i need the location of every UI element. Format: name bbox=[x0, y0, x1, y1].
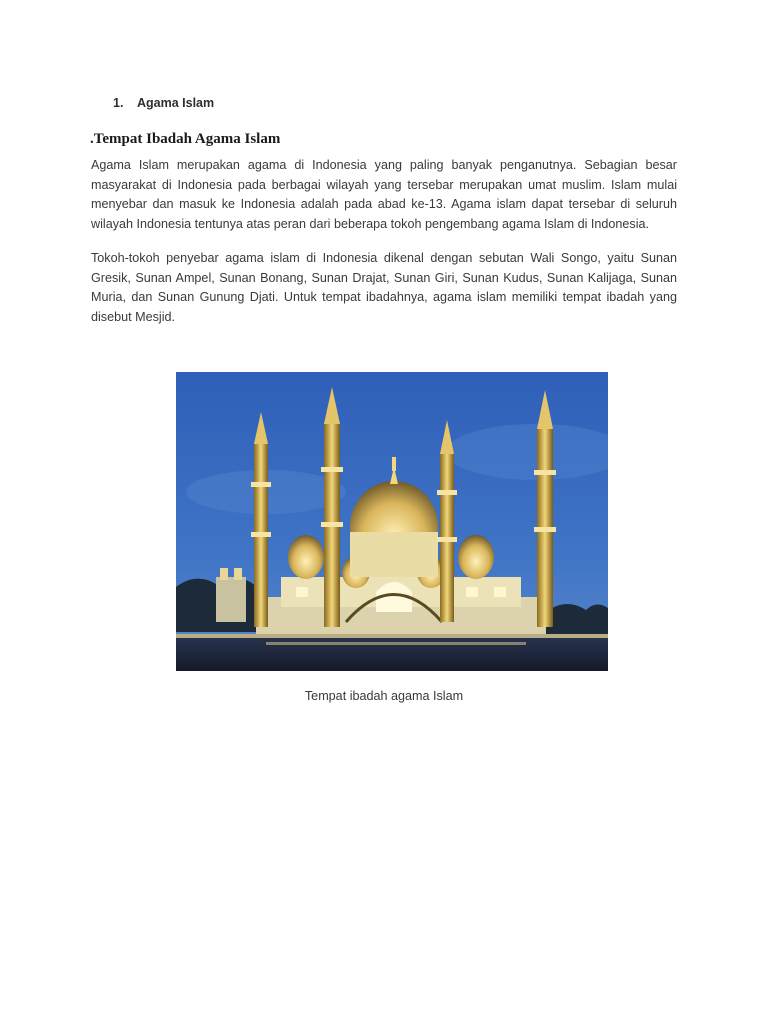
section-number: 1. bbox=[113, 96, 124, 110]
subtitle: .Tempat Ibadah Agama Islam bbox=[90, 131, 281, 147]
section-title: Agama Islam bbox=[137, 96, 215, 110]
figure-caption: Tempat ibadah agama Islam bbox=[304, 689, 464, 703]
mosque-photo bbox=[176, 372, 608, 671]
paragraph-intro: Agama Islam merupakan agama di Indonesia yang paling banyak penganutnya. Sebagian besar masyarakat di Indonesia pada berbagai wilayah yang tersebar merupakan umat muslim. Islam mulai menyebar dan masuk ke Indonesia adalah pada abad ke-13. Agama islam dapat tersebar di seluruh wilayah Indonesia tentunya atas peran dari beberapa tokoh pengembang agama Islam di Indonesia. bbox=[91, 158, 677, 231]
paragraph-wali-songo: Tokoh-tokoh penyebar agama islam di Indonesia dikenal dengan sebutan Wali Songo, yaitu Sunan Gresik, Sunan Ampel, Sunan Bonang, Sunan Drajat, Sunan Giri, Sunan Kudus, Sunan Kalijaga, Sunan Muria, dan Sunan Gunung Djati. Untuk tempat ibadahnya, agama islam memiliki tempat ibadah yang disebut Mesjid. bbox=[91, 251, 677, 324]
section-heading bbox=[113, 96, 214, 110]
